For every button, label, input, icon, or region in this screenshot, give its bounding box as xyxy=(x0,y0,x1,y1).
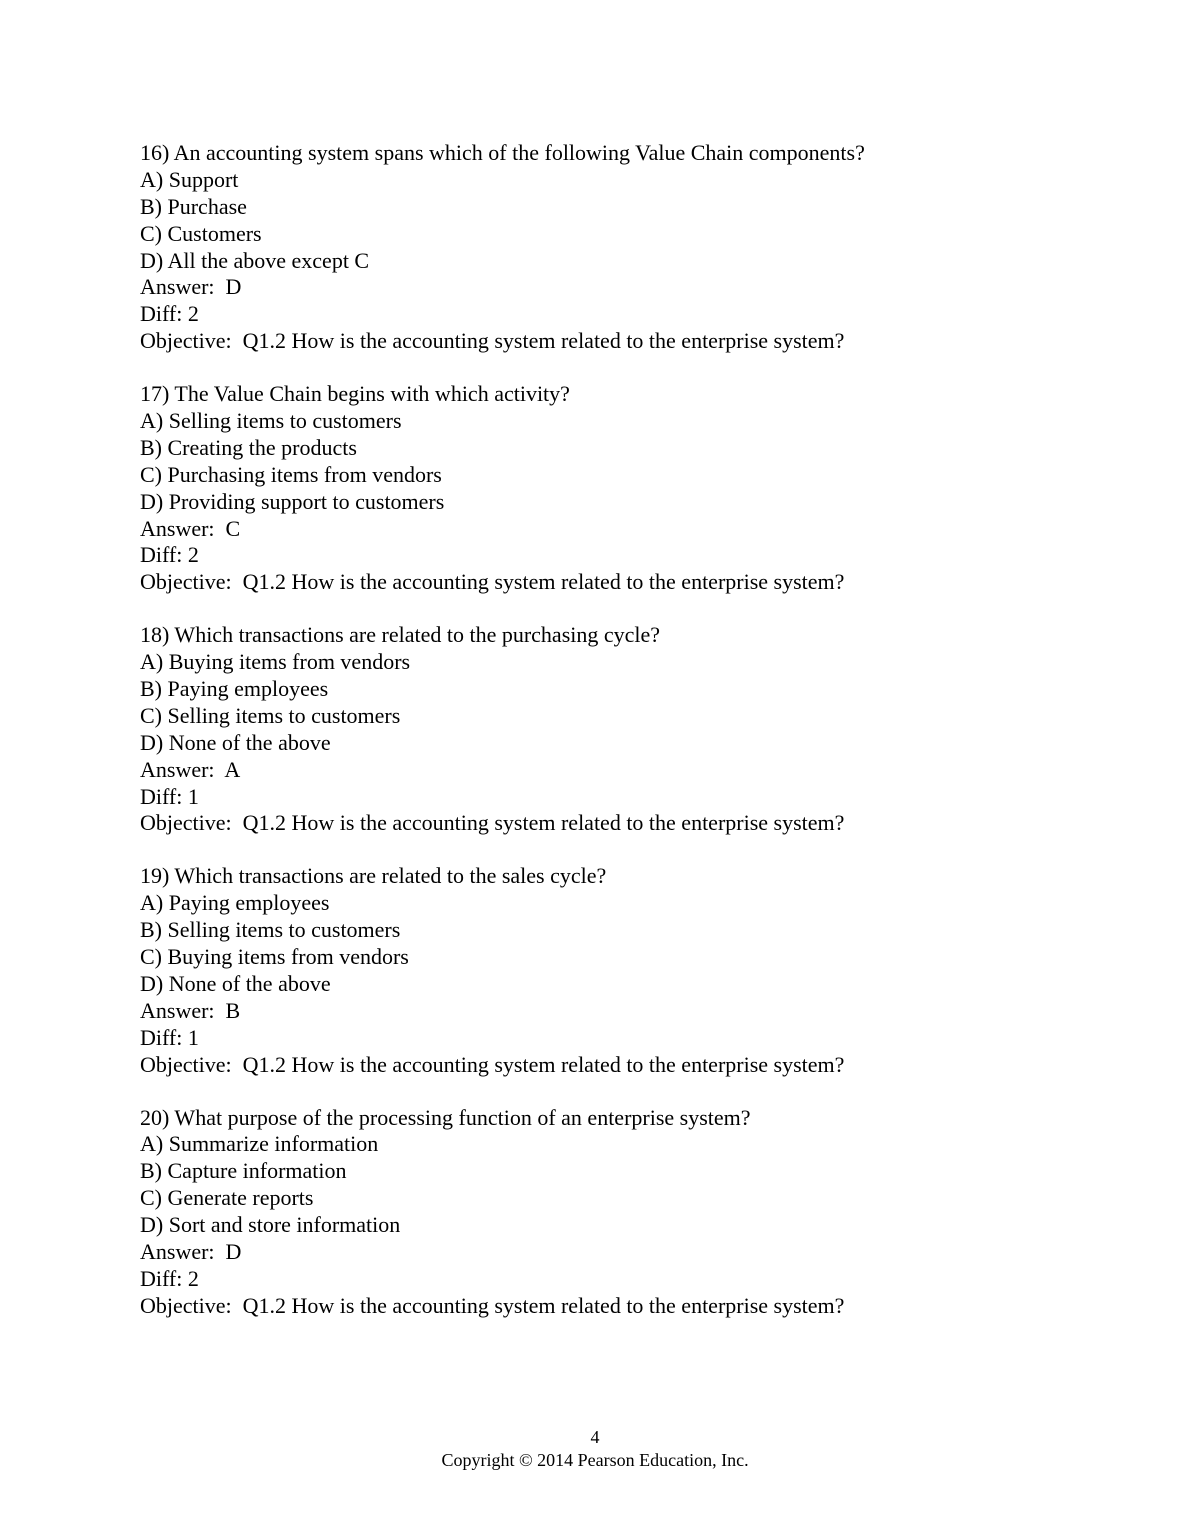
answer-option: D) All the above except C xyxy=(140,247,370,273)
difficulty: Diff: 2 xyxy=(140,301,199,327)
correct-answer: Answer: A xyxy=(140,756,241,782)
question-prompt: 18) Which transactions are related to the purchasing cycle? xyxy=(140,622,661,648)
question-block xyxy=(140,140,1100,355)
question-prompt: 20) What purpose of the processing function of an enterprise system? xyxy=(140,1104,751,1130)
answer-option: C) Customers xyxy=(140,220,262,246)
answer-option: B) Selling items to customers xyxy=(140,917,401,943)
copyright-notice: Copyright © 2014 Pearson Education, Inc. xyxy=(441,1450,749,1470)
answer-option: B) Paying employees xyxy=(140,676,329,702)
objective: Objective: Q1.2 How is the accounting system related to the enterprise system? xyxy=(140,569,845,595)
objective: Objective: Q1.2 How is the accounting system related to the enterprise system? xyxy=(140,810,845,836)
answer-option: B) Purchase xyxy=(140,193,247,219)
question-block xyxy=(140,863,1100,1078)
question-block xyxy=(140,622,1100,837)
question-prompt: 19) Which transactions are related to the sales cycle? xyxy=(140,863,607,889)
question-prompt: 16) An accounting system spans which of the following Value Chain components? xyxy=(140,140,865,165)
answer-option: D) Sort and store information xyxy=(140,1212,401,1238)
question-list xyxy=(140,140,1100,1346)
answer-option: D) None of the above xyxy=(140,729,331,755)
correct-answer: Answer: B xyxy=(140,997,241,1023)
page-number: 4 xyxy=(590,1427,600,1447)
difficulty: Diff: 2 xyxy=(140,542,199,568)
answer-option: A) Paying employees xyxy=(140,890,330,916)
objective: Objective: Q1.2 How is the accounting system related to the enterprise system? xyxy=(140,1051,845,1077)
answer-option: D) Providing support to customers xyxy=(140,488,445,514)
answer-option: C) Selling items to customers xyxy=(140,702,401,728)
question-block xyxy=(140,381,1100,596)
correct-answer: Answer: D xyxy=(140,274,242,300)
difficulty: Diff: 1 xyxy=(140,1024,199,1050)
correct-answer: Answer: C xyxy=(140,515,241,541)
difficulty: Diff: 1 xyxy=(140,783,199,809)
objective: Objective: Q1.2 How is the accounting system related to the enterprise system? xyxy=(140,328,845,354)
answer-option: A) Summarize information xyxy=(140,1131,379,1157)
answer-option: C) Purchasing items from vendors xyxy=(140,461,442,487)
objective: Objective: Q1.2 How is the accounting system related to the enterprise system? xyxy=(140,1292,845,1318)
answer-option: A) Buying items from vendors xyxy=(140,649,411,675)
answer-option: B) Capture information xyxy=(140,1158,347,1184)
difficulty: Diff: 2 xyxy=(140,1265,199,1291)
correct-answer: Answer: D xyxy=(140,1238,242,1264)
answer-option: A) Selling items to customers xyxy=(140,408,402,434)
answer-option: C) Generate reports xyxy=(140,1185,314,1211)
question-block xyxy=(140,1105,1100,1320)
answer-option: A) Support xyxy=(140,166,239,192)
answer-option: B) Creating the products xyxy=(140,434,357,460)
answer-option: D) None of the above xyxy=(140,970,331,996)
question-prompt: 17) The Value Chain begins with which activity? xyxy=(140,381,570,407)
answer-option: C) Buying items from vendors xyxy=(140,944,409,970)
